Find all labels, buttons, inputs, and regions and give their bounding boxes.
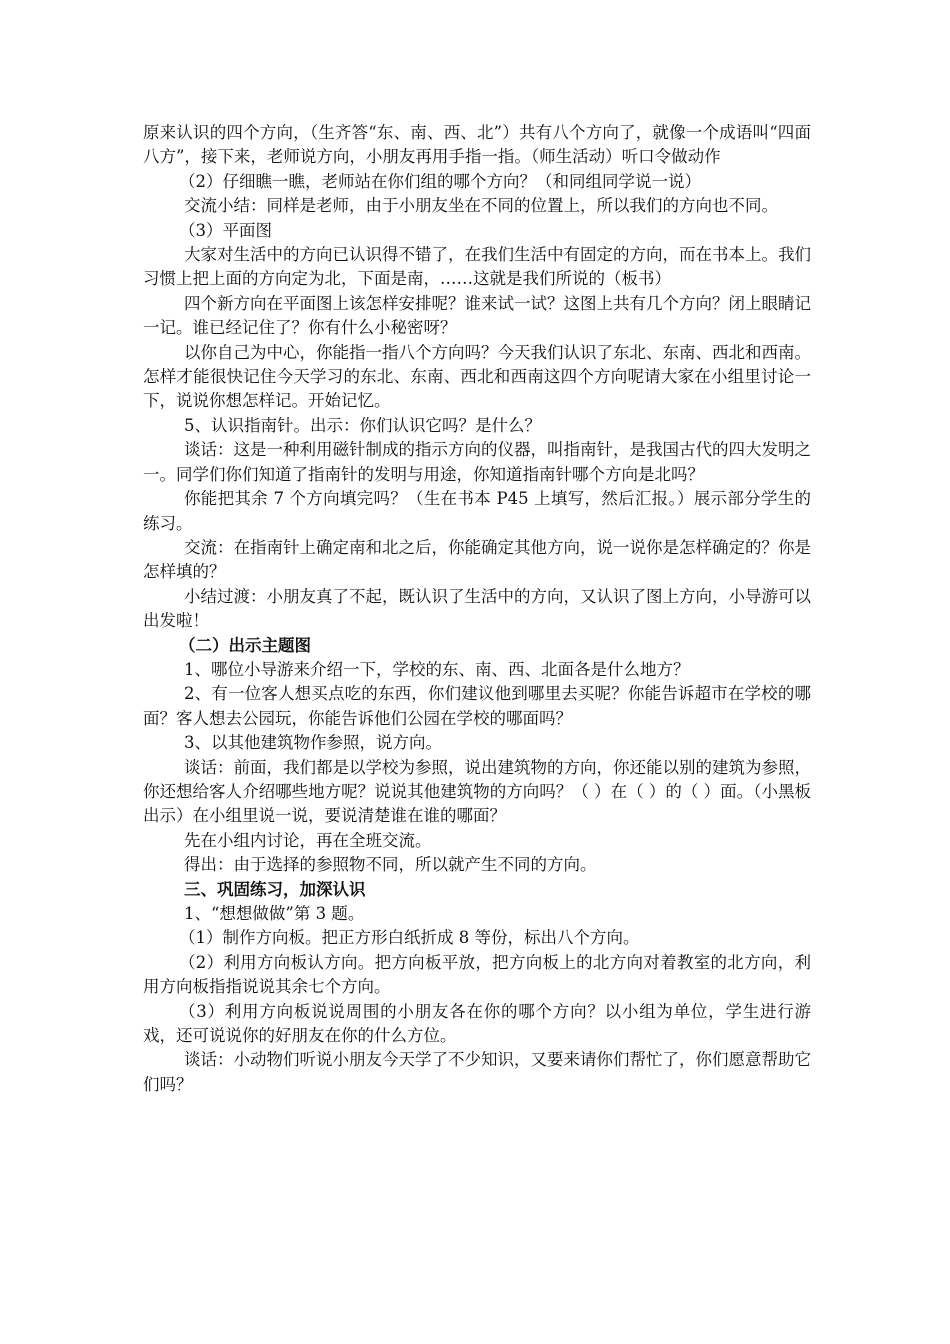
paragraph: 先在小组内讨论，再在全班交流。	[184, 830, 432, 850]
section-heading: （二）出示主题图	[179, 635, 311, 655]
paragraph: 大家对生活中的方向已认识得不错了，在我们生活中有固定的方向，而在书本上。我们习惯上把上面的方向定为北，下面是南，……这就是我们所说的（板书）	[143, 245, 811, 289]
paragraph: （3）利用方向板说说周围的小朋友各在你的哪个方向？以小组为单位，学生进行游戏，还可说说你的好朋友在你的什么方位。	[143, 1001, 811, 1046]
paragraph: 谈话：前面，我们都是以学校为参照，说出建筑物的方向，你还能以别的建筑为参照，你还想给客人介绍哪些地方呢？说说其他建筑物的方向吗？（ ）在（ ）的（ ）面。（小黑板出示）在小组里说一说，要说清楚谁在谁的哪面？	[143, 757, 811, 826]
paragraph: 5、认识指南针。出示：你们认识它吗？是什么？	[184, 415, 541, 435]
paragraph: （1）制作方向板。把正方形白纸折成 8 等份，标出八个方向。	[179, 928, 640, 948]
paragraph: 3、以其他建筑物作参照，说方向。	[184, 733, 442, 753]
paragraph: 2、有一位客人想买点吃的东西，你们建议他到哪里去买呢？你能告诉超市在学校的哪面？客人想去公园玩，你能告诉他们公园在学校的哪面吗？	[143, 684, 811, 728]
paragraph: 谈话：这是一种利用磁针制成的指示方向的仪器，叫指南针，是我国古代的四大发明之一。同学们你们知道了指南针的发明与用途，你知道指南针哪个方向是北吗？	[143, 440, 811, 484]
paragraph: 交流小结：同样是老师，由于小朋友坐在不同的位置上，所以我们的方向也不同。	[184, 196, 778, 216]
paragraph: 你能把其余 7 个方向填完吗？（生在书本 P45 上填写，然后汇报。）展示部分学生的练习。	[143, 489, 811, 533]
paragraph: 1、哪位小导游来介绍一下，学校的东、南、西、北面各是什么地方？	[184, 659, 690, 679]
document-body	[143, 121, 811, 1097]
paragraph: 原来认识的四个方向，（生齐答“东、南、西、北”）共有八个方向了，就像一个成语叫“四面八方”，接下来，老师说方向，小朋友再用手指一指。（师生活动）听口令做动作	[143, 123, 811, 167]
paragraph: 小结过渡：小朋友真了不起，既认识了生活中的方向，又认识了图上方向，小导游可以出发啦！	[143, 586, 811, 631]
paragraph: 谈话：小动物们听说小朋友今天学了不少知识，又要来请你们帮忙了，你们愿意帮助它们吗？	[143, 1050, 811, 1094]
paragraph: （2）仔细瞧一瞧，老师站在你们组的哪个方向？（和同组同学说一说）	[179, 171, 701, 191]
section-heading: 三、巩固练习，加深认识	[184, 879, 366, 899]
paragraph: 以你自己为中心，你能指一指八个方向吗？今天我们认识了东北、东南、西北和西南。怎样才能很快记住今天学习的东北、东南、西北和西南这四个方向呢请大家在小组里讨论一下，说说你想怎样记。开始记忆。	[143, 342, 811, 411]
paragraph: （3）平面图	[179, 220, 272, 240]
paragraph: （2）利用方向板认方向。把方向板平放，把方向板上的北方向对着教室的北方向，利用方向板指指说说其余七个方向。	[143, 952, 811, 997]
paragraph: 交流：在指南针上确定南和北之后，你能确定其他方向，说一说你是怎样确定的？你是怎样填的？	[143, 537, 811, 582]
paragraph: 1、“想想做做”第 3 题。	[184, 904, 365, 923]
paragraph: 得出：由于选择的参照物不同，所以就产生不同的方向。	[184, 855, 597, 875]
paragraph: 四个新方向在平面图上该怎样安排呢？谁来试一试？这图上共有几个方向？闭上眼睛记一记。谁已经记住了？你有什么小秘密呀？	[143, 293, 811, 338]
